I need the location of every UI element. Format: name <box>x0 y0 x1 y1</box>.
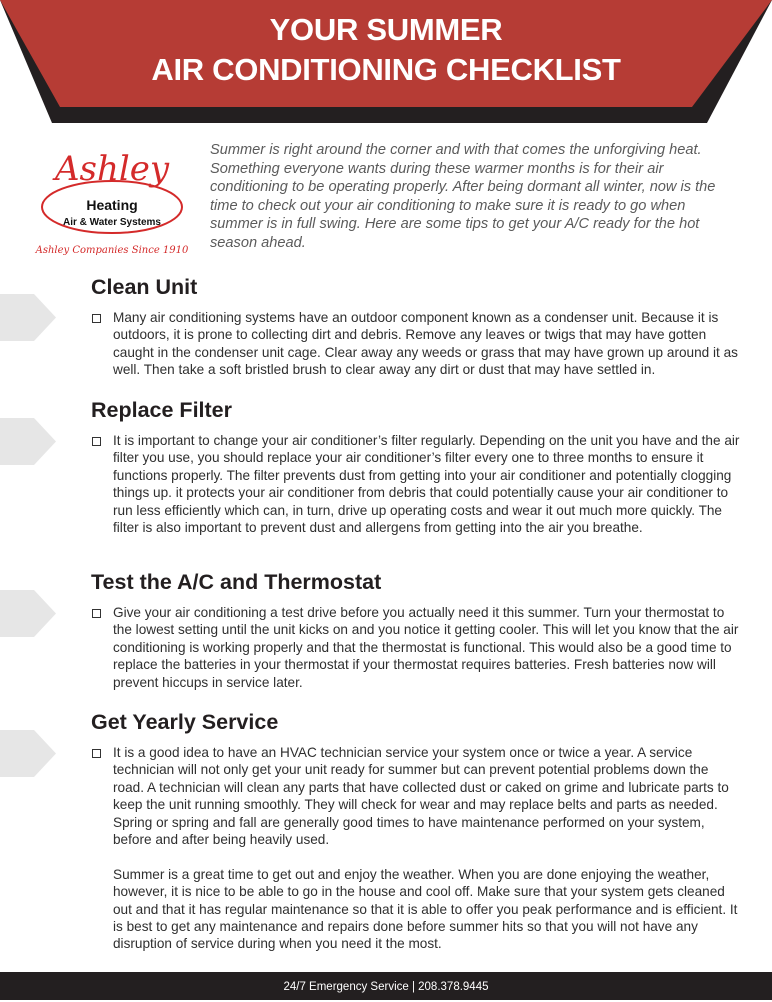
svg-text:Heating: Heating <box>86 197 138 213</box>
item-text: Give your air conditioning a test drive before you actually need it this summer. Turn your thermostat to the lowest setting until the unit kicks on and you notice it getting cooler. This will let you know that the air conditioning is working properly and that the thermostat is functional. This would also be a good time to replace the batteries in your thermostat if your thermostat requires batteries. Fresh batteries now will prevent hiccups in service later. <box>113 605 739 690</box>
checkbox[interactable] <box>92 609 101 618</box>
checklist-item <box>91 309 741 379</box>
section-replace-filter <box>91 396 741 536</box>
section-heading: Replace Filter <box>91 398 232 422</box>
section-heading: Test the A/C and Thermostat <box>91 570 382 594</box>
checklist-item <box>91 432 741 536</box>
section-clean-unit <box>91 273 741 379</box>
checklist-item <box>91 744 741 953</box>
section-yearly-service <box>91 708 741 953</box>
footer-emergency-service: 24/7 Emergency Service | 208.378.9445 <box>0 972 772 1000</box>
section-heading: Clean Unit <box>91 275 198 299</box>
title-line-2: AIR CONDITIONING CHECKLIST <box>151 52 621 87</box>
intro-text: Summer is right around the corner and with that comes the unforgiving heat. Something everyone wants during these warmer months is for their air conditioning to be operating properly. After being dormant all winter, now is the time to check out your air conditioning to make sure it is ready to go when summer is in full swing. Here are some tips to get your A/C ready for the hot season ahead. <box>210 142 716 251</box>
item-text: Many air conditioning systems have an outdoor component known as a condenser unit. Because it is outdoors, it is prone to collecting dirt and debris. Remove any leaves or twigs that may have gotten caught in the condenser unit cage. Clear away any weeds or grass that may have grown up around it as well. Then take a soft bristled brush to clear away any dirt or dust that may have settled in. <box>113 310 738 378</box>
svg-text:Ashley Companies Since 1910: Ashley Companies Since 1910 <box>35 245 189 256</box>
arrow-marker <box>0 590 56 637</box>
svg-text:Ashley: Ashley <box>54 149 170 189</box>
checkbox[interactable] <box>92 314 101 323</box>
checkbox[interactable] <box>92 749 101 758</box>
item-text: It is a good idea to have an HVAC technician service your system once or twice a year. A service technician will not only get your unit ready for summer but can prevent potential problems down the road. A technician will clean any parts that have collected dust or caked on grime and lubricate parts to keep the unit running smoothly. They will check for wear and may replace belts and parts as needed. Spring or spring and fall are generally good times to have maintenance performed on your system, before and after being heavily used. <box>113 745 729 848</box>
arrow-marker <box>0 418 56 465</box>
checkbox[interactable] <box>92 437 101 446</box>
ashley-logo <box>30 135 195 260</box>
page-title <box>0 10 772 90</box>
title-line-1: YOUR SUMMER <box>269 12 503 47</box>
checklist-item <box>91 604 741 691</box>
item-text-2: Summer is a great time to get out and enjoy the weather. When you are done enjoying the weather, however, it is nice to be able to go in the house and cool off. Make sure that your system gets cleaned out and that it has regular maintenance so that it is able to offer you peak performance and is efficient. It is best to get any maintenance and repairs done before summer hits so that you will not have any disruption of service during when you need it the most. <box>113 866 738 952</box>
svg-text:Air & Water Systems: Air & Water Systems <box>63 217 161 228</box>
item-text: It is important to change your air conditioner’s filter regularly. Depending on the unit you have and the air filter you use, you should replace your air conditioner’s filter every one to three months to ensure it functions properly. The filter prevents dust from getting into your air conditioner and potentially clogging things up. it protects your air conditioner from debris that could potentially cause your air conditioner to run less efficiently which can, in turn, drive up operating costs and wear it out much more quickly. The filter is also important to prevent dust and allergens from getting into the air you breathe. <box>113 433 740 536</box>
arrow-marker <box>0 294 56 341</box>
section-heading: Get Yearly Service <box>91 710 279 734</box>
section-test-ac <box>91 568 741 691</box>
arrow-marker <box>0 730 56 777</box>
